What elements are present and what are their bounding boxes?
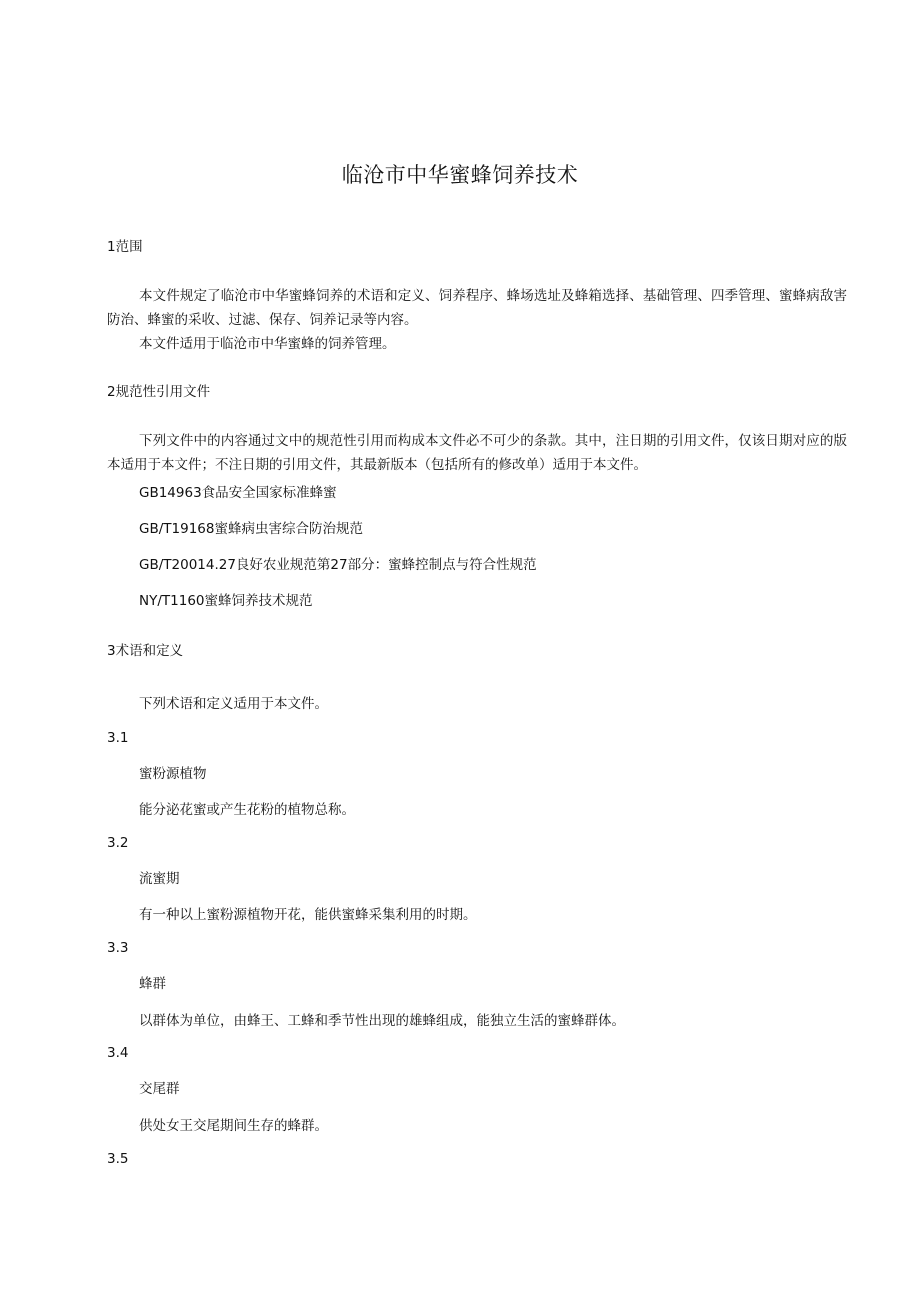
reference-item: GB/T19168蜜蜂病虫害综合防治规范 (139, 521, 363, 537)
term-number: 3.3 (107, 940, 129, 956)
term-definition: 能分泌花蜜或产生花粉的植物总称。 (139, 802, 355, 818)
section-heading-terms: 3术语和定义 (107, 643, 184, 659)
reference-item: NY/T1160蜜蜂饲养技术规范 (139, 593, 313, 609)
reference-item: GB/T20014.27良好农业规范第27部分：蜜蜂控制点与符合性规范 (139, 557, 537, 573)
terms-intro: 下列术语和定义适用于本文件。 (139, 696, 328, 712)
term-number: 3.4 (107, 1045, 129, 1061)
section-heading-scope: 1范围 (107, 239, 143, 255)
term-name: 交尾群 (139, 1081, 180, 1097)
document-title: 临沧市中华蜜蜂饲养技术 (341, 163, 579, 187)
term-definition: 有一种以上蜜粉源植物开花，能供蜜蜂采集利用的时期。 (139, 907, 477, 923)
term-definition: 以群体为单位，由蜂王、工蜂和季节性出现的雄蜂组成，能独立生活的蜜蜂群体。 (139, 1013, 625, 1029)
scope-paragraph-1: 本文件规定了临沧市中华蜜蜂饲养的术语和定义、饲养程序、蜂场选址及蜂箱选择、基础管理、四季管理、蜜蜂病敌害防治、蜂蜜的采收、过滤、保存、饲养记录等内容。 (107, 288, 847, 328)
references-intro: 下列文件中的内容通过文中的规范性引用而构成本文件必不可少的条款。其中，注日期的引用文件，仅该日期对应的版本适用于本文件；不注日期的引用文件，其最新版本（包括所有的修改单）适用于本文件。 (107, 433, 847, 473)
term-name: 蜜粉源植物 (139, 766, 207, 782)
term-name: 流蜜期 (139, 871, 180, 887)
term-number: 3.1 (107, 730, 129, 746)
scope-paragraph-2: 本文件适用于临沧市中华蜜蜂的饲养管理。 (139, 336, 396, 352)
term-name: 蜂群 (139, 976, 166, 992)
section-heading-references: 2规范性引用文件 (107, 384, 211, 400)
reference-item: GB14963食品安全国家标准蜂蜜 (139, 485, 337, 501)
term-definition: 供处女王交尾期间生存的蜂群。 (139, 1118, 328, 1134)
term-number: 3.5 (107, 1151, 129, 1167)
term-number: 3.2 (107, 835, 129, 851)
